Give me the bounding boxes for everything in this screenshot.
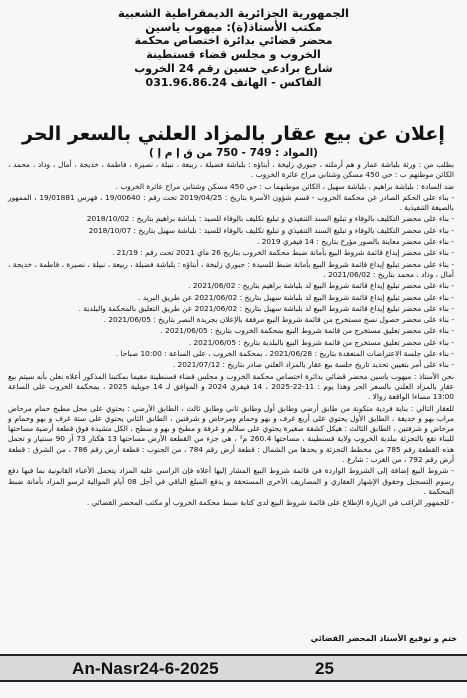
letterhead-line-republic: الجمهورية الجزائرية الديمقراطية الشعبية (117, 6, 349, 20)
letterhead-line-court: الخروب و مجلس قضاء قسنطينة (146, 48, 321, 61)
paragraph-inspection: - بناء على محضر معاينة بالصور مؤرخ بتاريخ : 14 فيفري 2019 . (257, 237, 454, 247)
announcement-body (8, 160, 454, 510)
paragraph-public: - للجمهور الراغب في الزيارة الإطلاع على قائمة شروط البيع لدى كتابة ضبط محكمة الخروب أو مكتب المحضر القضائي . (86, 498, 454, 508)
letterhead-line-address: شارع برادعي حسين رقم 24 الخروب (134, 62, 333, 75)
paragraph-against: ضد السادة : بلباشة براهيم ، بلباشة سهيل ، الكائن موطنهما ب : حي 450 مسكن وشتاني مراح عائرة الخروب . (115, 181, 454, 191)
announcement-subtitle: (المواد : 749 - 750 من ق إ م إ ) (149, 147, 318, 159)
letterhead (0, 6, 467, 90)
paragraph-deposit-notice-mail: - بناء على محضر تبليغ إيداع قائمة شروط البيع لد بلباشة سهيل بتاريخ : 2021/06/02 عن طريق البريد . (138, 292, 454, 302)
paragraph-objections: - بناء على جلسة الاعتراضات المنعقدة بتاريخ : 2021/06/28 ، بمحكمة الخروب ، على الساعة : 10:00 صباحا . (115, 349, 454, 359)
paragraph-requester: بطلب من : ورثة بلباشة عمار و هم أرملته ، جبوري زليخة ، أبناؤه : بلباشة فضيلة ، ربيعة ، نبيلة ، نصيرة ، فاطمة ، خديجة ، أمال ، وداد ، محمد ، الكائن موطنهم ب : حي 450 مسكن وشتاني مراح عائرة الخروب . (8, 160, 454, 180)
announcement-title: إعلان عن بيع عقار بالمزاد العلني بالسعر الحر (22, 123, 445, 145)
paragraph-deposit: - بناء على محضر إيداع قائمة شروط البيع بأمانة ضبط محكمة الخروب بتاريخ 26 ماي 2021 تحت رقم : 21/19 . (111, 248, 454, 258)
paragraph-notice-2: - بناء على محضر التكليف بالوفاء و تبليغ السند التنفيذي و تبليغ تكليف بالوفاء للسيد : بلباشة سهيل بتاريخ : 2018/10/07 (88, 225, 454, 235)
page-number: 25 (315, 659, 334, 678)
paragraph-deposit-notice-brahim: - بناء على محضر تبليغ إيداع قائمة شروط البيع لد بلباشة براهيم بتاريخ : 2021/06/02 . (188, 281, 454, 291)
paragraph-order: - بناء على أمر بتعيين تحديد تاريخ جلسة بيع عقار بالمزاد العلني صادر بتاريخ : 2021/07/12 . (172, 360, 454, 370)
paragraph-newspaper: - بناء على محضر حصول نسخ مستخرج من قائمة شروط البيع مرفقة بالإعلان بجريدة النصر بتاريخ : 2021/06/05 . (103, 315, 454, 325)
letterhead-line-jurisdiction: محضر قضائي بدائرة اختصاص محكمة (134, 34, 333, 47)
paragraph-municipality-posting: - بناء على محضر تعليق مستخرج من قائمة شروط البيع بالبلدية بتاريخ : 2021/06/05 . (188, 337, 454, 347)
announcement-title-block (0, 122, 467, 160)
letterhead-line-office: مكتب الأستاذ(ة): ميهوب ياسين (145, 20, 322, 34)
paragraph-deposit-notice-heirs: - بناء على محضر تبليغ إيداع قائمة شروط البيع بأمانة ضبط للسيدة : جبوري زليخة ، أبناؤه : بلباشة فضيلة ، ربيعة ، نبيلة ، نصيرة ، فاطمة ، خديجة ، أمال ، وداد ، محمد بتاريخ : 2021/06/02 . (8, 259, 454, 279)
paragraph-deposit-notice-posting: - بناء على محضر تبليغ إيداع قائمة شروط البيع لد بلباشة سهيل بتاريخ : 2021/06/02 عن طريق التعليق بالمحكمة والبلدية . (78, 303, 454, 313)
paragraph-conditions: - شروط البيع إضافة إلى الشروط الواردة في قائمة شروط البيع المشار إليها أعلاه فإن الراسي عليه المزاد يتحمل الأعباء القانونية بما فيها دفع رسوم التسجيل وحقوق الإشهار العقاري و المصاريف الأخرى المستحقة و يدفع المبلغ الباقي في أجل 08 أيام الموالية لرسو المزاد بأمانة ضبط المحكمة . (8, 466, 454, 496)
paragraph-judgment: - بناء على الحكم الصادر عن محكمة الخروب - قسم شؤون الأسرة بتاريخ : 2019/04/25 تحت رقم : 19/00640 ، فهرس 19/01881 ، الممهور بالصيغة التنفيذية . (8, 192, 454, 213)
letterhead-line-phone: الفاكس - الهاتف 031.96.86.24 (145, 76, 322, 89)
paragraph-court-posting: - بناء على محضر تعليق مستخرج من قائمة شروط البيع بمحكمة الخروب بتاريخ : 2021/06/05 . (160, 326, 454, 336)
paragraph-notice-1: - بناء على محضر التكليف بالوفاء و تبليغ السند التنفيذي و تبليغ تكليف بالوفاء للسيد : بلباشة براهيم بتاريخ : 2018/10/02 (86, 214, 454, 224)
signature-line: ختم و توقيع الأستاذ المحضر القضائي (310, 634, 457, 643)
publication-reference: An-Nasr24-6-2025 (72, 659, 219, 678)
page-footer (0, 654, 467, 682)
paragraph-announcement: نحن الأستاذ : ميهوب ياسين محضر قضائي بدائرة اختصاص محكمة الخروب و مجلس قضاء قسنطينة مقيما بمكتبنا المذكور أعلاه نعلن بأنه سيتم بيع عقار بالمزاد العلني بالسعر الحر وهذا يوم : 11-22-2025 ، 14 فيفري 2024 و الموافق لـ 14 جويلية 2025 ، بمحكمة الخروب على الساعة 13:00 مساءا الواقعة زوالا . (8, 371, 454, 402)
paragraph-property: للعقار التالي : بناية فردية متكونة من طابق أرضي وطابق أول وطابق ثاني وطابق ثالث ، الطابق الأرضي : يحتوي على محل مطبخ حمام مرحاض مراب بهو و حديقة ، الطابق الأول يحتوي على أربع غرف و بهو وحمام ومرحاض و شرفتين ، الطابق الثاني يحتوي على ستة غرف و بهو وحمام و مرحاض و شرفتين ، الطابق الثالث : هيكل كشفة صغيرة يحتوي على سلالم و غرفة و مطبخ و بهو و سطح ، الكل مشيدة فوق قطعة أرضية مساحتها للبناء تقع بالتجزئة ببلدية الخروب ولاية قسنطينة ، مساحتها 260.4 م² ، هي جزء من القطعة الأرض مساحتها 13 هكتار 73 آر 90 سنتيار و تحمل هذه القطعة رقم 785 من مخطط التجزئة و يحدها من الشمال : قطعة أرض رقم 784 ، من الجنوب : قطعة أرض رقم 786 ، من الشرق : قطعة أرض رقم 792 ، من الغرب : شارع . (8, 403, 454, 465)
